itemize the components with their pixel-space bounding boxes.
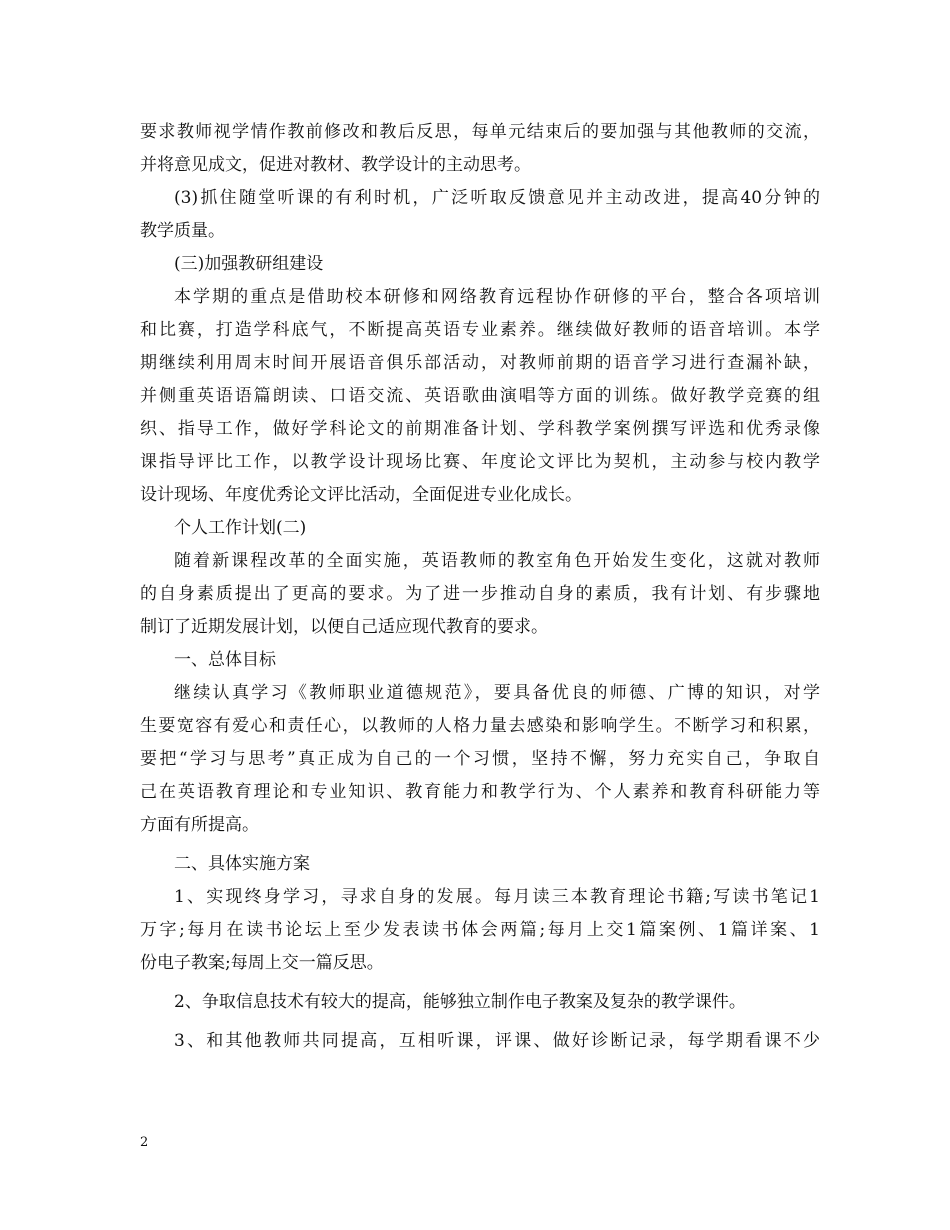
text-line: 份电子教案;每周上交一篇反思。	[140, 953, 384, 973]
text-line: 本学期的重点是借助校本研修和网络教育远程协作研修的平台，整合各项培训	[174, 287, 820, 307]
text-line: 课指导评比工作，以教学设计现场比赛、年度论文评比为契机，主动参与校内教学	[140, 452, 820, 472]
text-line: 要求教师视学情作教前修改和教后反思，每单元结束后的要加强与其他教师的交流，	[140, 122, 820, 142]
text-line: 设计现场、年度优秀论文评比活动，全面促进专业化成长。	[140, 485, 582, 505]
text-line: 织、指导工作，做好学科论文的前期准备计划、学科教学案例撰写评选和优秀录像	[140, 419, 820, 439]
document-body	[140, 116, 820, 1058]
text-line: 随着新课程改革的全面实施，英语教师的教室角色开始发生变化，这就对教师	[174, 551, 820, 571]
text-line: 1、实现终身学习，寻求自身的发展。每月读三本教育理论书籍;写读书笔记1	[174, 887, 820, 907]
text-line: 生要宽容有爱心和责任心，以教师的人格力量去感染和影响学生。不断学习和积累，	[140, 716, 820, 736]
section-heading: (三)加强教研组建设	[174, 254, 324, 274]
text-line: 并将意见成文，促进对教材、教学设计的主动思考。	[140, 155, 531, 175]
text-line: 继续认真学习《教师职业道德规范》，要具备优良的师德、广博的知识，对学	[174, 683, 820, 703]
text-line: 和比赛，打造学科底气，不断提高英语专业素养。继续做好教师的语音培训。本学	[140, 320, 820, 340]
text-line: 并侧重英语语篇朗读、口语交流、英语歌曲演唱等方面的训练。做好教学竞赛的组	[140, 386, 820, 406]
section-heading: 个人工作计划(二)	[174, 518, 307, 538]
text-line: 期继续利用周末时间开展语音俱乐部活动，对教师前期的语音学习进行查漏补缺，	[140, 353, 820, 373]
text-line: (3)抓住随堂听课的有利时机，广泛听取反馈意见并主动改进，提高40分钟的	[174, 188, 820, 208]
text-line: 教学质量。	[140, 221, 225, 241]
text-line: 万字;每月在读书论坛上至少发表读书体会两篇;每月上交1篇案例、1篇详案、1	[140, 920, 820, 940]
page-number: 2	[140, 1135, 149, 1150]
text-line: 制订了近期发展计划，以便自己适应现代教育的要求。	[140, 617, 548, 637]
section-heading: 一、总体目标	[174, 650, 276, 670]
text-line: 2、争取信息技术有较大的提高，能够独立制作电子教案及复杂的教学课件。	[174, 992, 746, 1012]
text-line: 方面有所提高。	[140, 815, 259, 835]
section-heading: 二、具体实施方案	[174, 854, 310, 874]
text-line: 的自身素质提出了更高的要求。为了进一步推动自身的素质，我有计划、有步骤地	[140, 584, 820, 604]
text-line: 己在英语教育理论和专业知识、教育能力和教学行为、个人素养和教育科研能力等	[140, 782, 820, 802]
text-line: 要把“学习与思考”真正成为自己的一个习惯，坚持不懈，努力充实自己，争取自	[140, 749, 820, 769]
text-line: 3、和其他教师共同提高，互相听课，评课、做好诊断记录，每学期看课不少	[174, 1031, 820, 1051]
